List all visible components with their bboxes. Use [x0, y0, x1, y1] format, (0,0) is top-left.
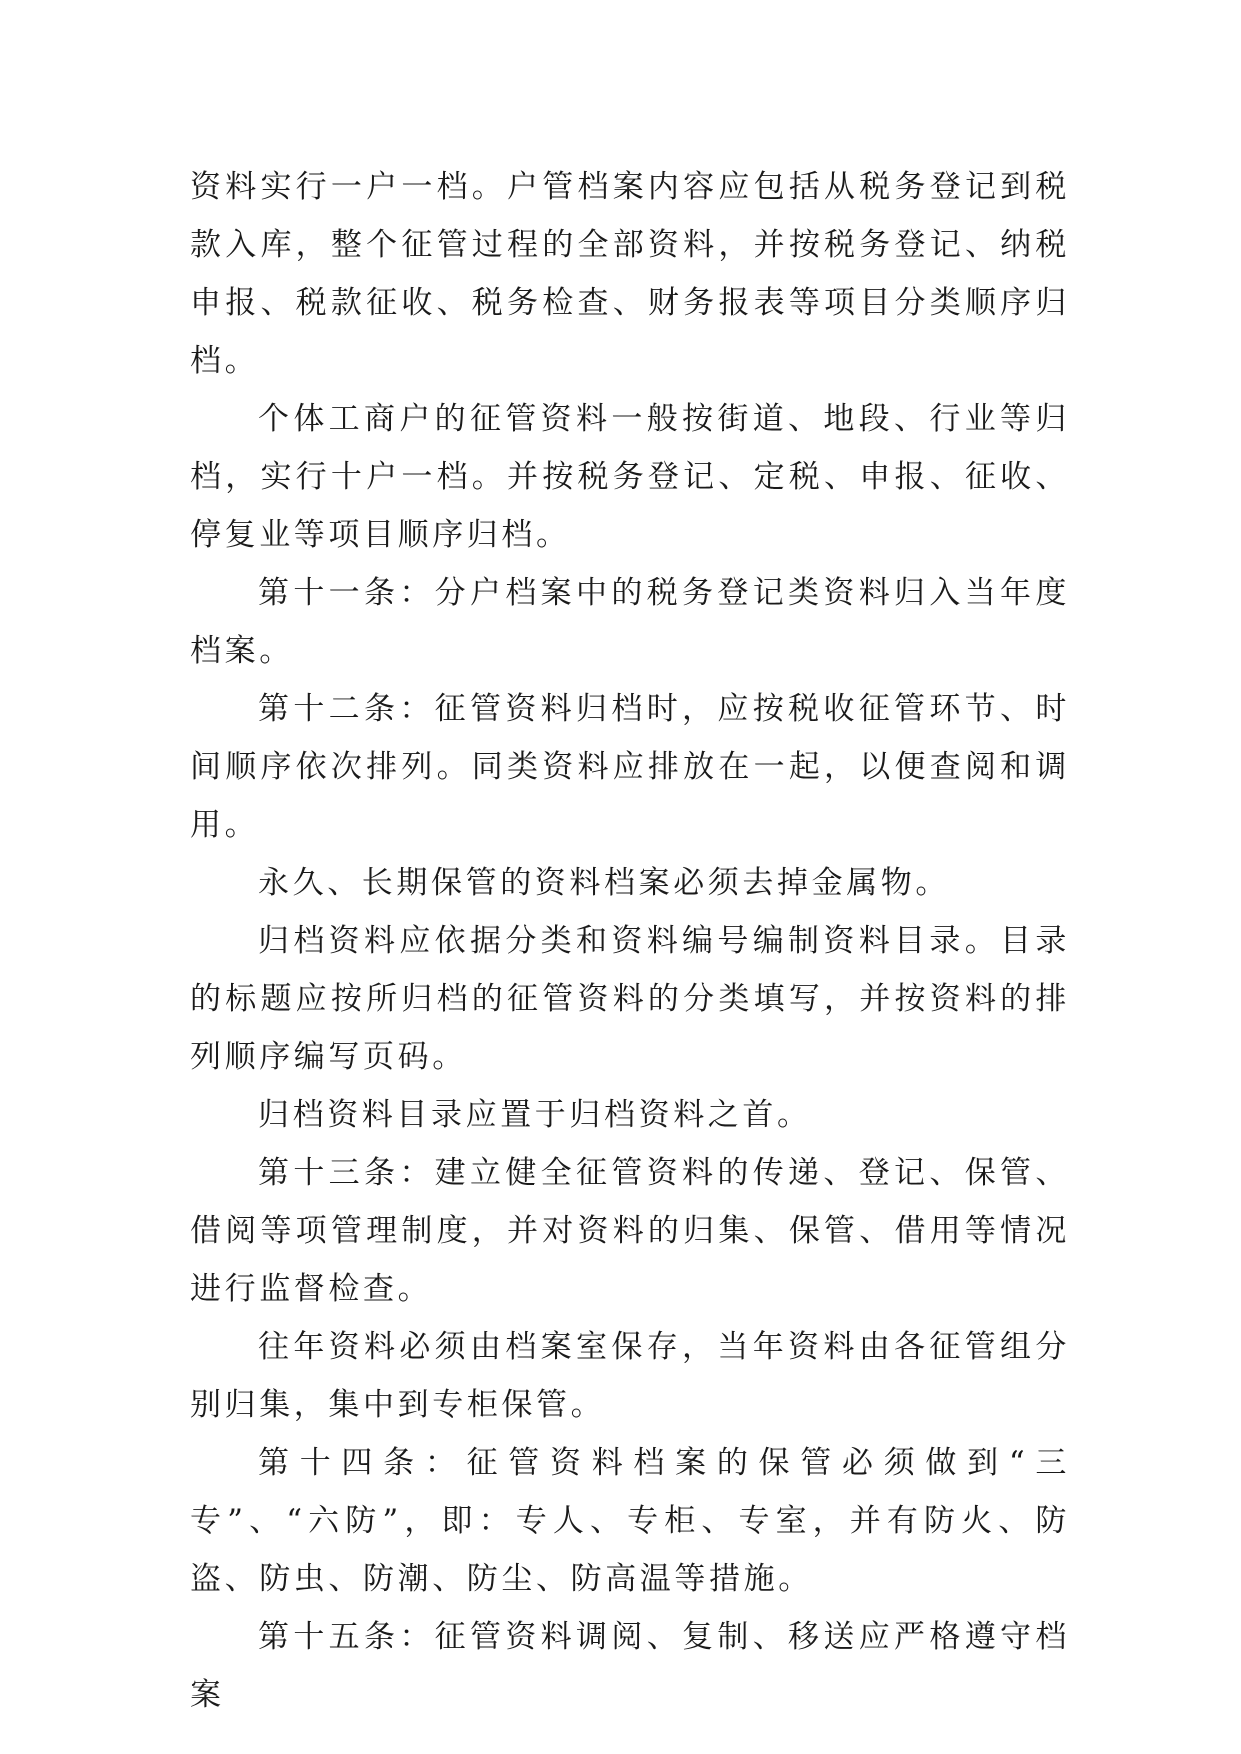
document-body [190, 158, 1070, 1724]
paragraph: 第十二条：征管资料归档时，应按税收征管环节、时间顺序依次排列。同类资料应排放在一起，以便查阅和调用。 [190, 691, 1070, 843]
paragraph: 第十五条：征管资料调阅、复制、移送应严格遵守档案 [190, 1619, 1070, 1713]
paragraph: 资料实行一户一档。户管档案内容应包括从税务登记到税款入库，整个征管过程的全部资料，并按税务登记、纳税申报、税款征收、税务检查、财务报表等项目分类顺序归档。 [190, 169, 1070, 379]
paragraph: 永久、长期保管的资料档案必须去掉金属物。 [258, 865, 950, 901]
paragraph: 第十三条：建立健全征管资料的传递、登记、保管、借阅等项管理制度，并对资料的归集、保管、借用等情况进行监督检查。 [190, 1155, 1070, 1307]
paragraph: 归档资料应依据分类和资料编号编制资料目录。目录的标题应按所归档的征管资料的分类填写，并按资料的排列顺序编写页码。 [190, 923, 1070, 1075]
paragraph: 第十四条：征管资料档案的保管必须做到“三专”、“六防”，即：专人、专柜、专室，并有防火、防盗、防虫、防潮、防尘、防高温等措施。 [190, 1445, 1070, 1597]
paragraph: 个体工商户的征管资料一般按街道、地段、行业等归档，实行十户一档。并按税务登记、定税、申报、征收、停复业等项目顺序归档。 [190, 401, 1070, 553]
paragraph: 第十一条：分户档案中的税务登记类资料归入当年度档案。 [190, 575, 1070, 669]
paragraph: 归档资料目录应置于归档资料之首。 [258, 1097, 812, 1133]
paragraph: 往年资料必须由档案室保存，当年资料由各征管组分别归集，集中到专柜保管。 [190, 1329, 1070, 1423]
